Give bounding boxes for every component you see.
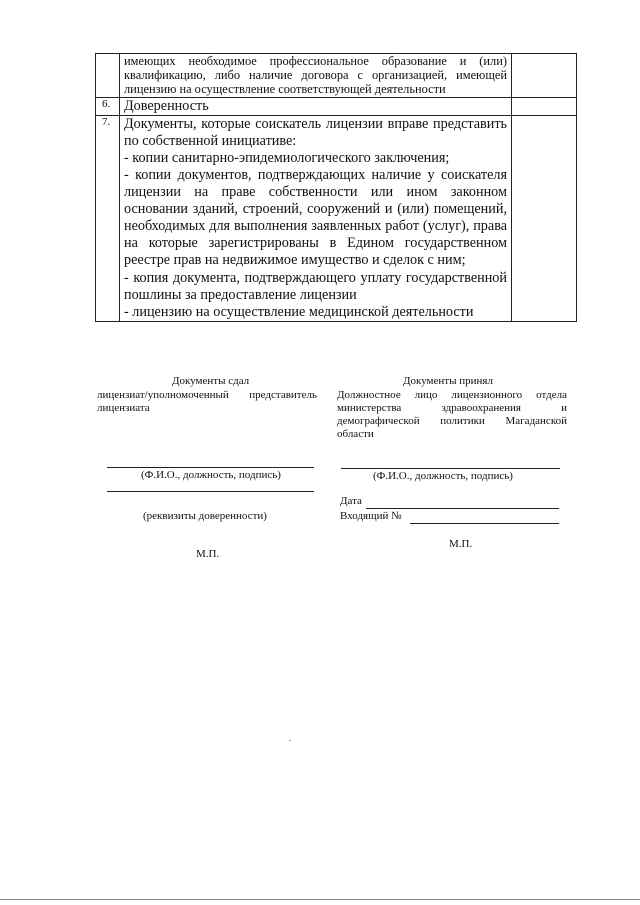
documents-table [95, 53, 577, 322]
row-empty-cell [512, 97, 577, 115]
right-role: Должностное лицо лицензионного отдела министерства здравоохранения и демографической политики Магаданской области [337, 389, 567, 440]
row-text-line: - копии санитарно-эпидемиологического заключения; [124, 149, 450, 166]
row-number: 6. [96, 97, 120, 115]
row-text [120, 115, 512, 321]
right-stamp: М.П. [449, 538, 473, 550]
date-line [366, 508, 559, 509]
incoming-number-label: Входящий № [340, 510, 402, 522]
row-text-line: Документы, которые соискатель лицензии вправе представить по собственной инициативе: [124, 115, 507, 149]
table-row [96, 54, 577, 98]
right-heading: Документы принял [403, 375, 493, 387]
left-role: лицензиат/уполномоченный представитель лицензиата [97, 389, 317, 414]
right-signature-line [341, 468, 560, 469]
row-number: 7. [96, 115, 120, 321]
left-signature-caption: (Ф.И.О., должность, подпись) [141, 469, 281, 481]
row-text-line: - копии документов, подтверждающих наличие у соискателя лицензии на праве собственности или ином законном основании зданий, строений, сооружений и (или) помещений, необходимых для выполнения заявленных работ (услуг), права на которые зарегистрированы в Едином государственном реестре прав на недвижимое имущество и сделок с ним; [124, 166, 507, 269]
page-bottom-rule [0, 899, 640, 900]
row-text [120, 54, 512, 98]
left-signature-line [107, 467, 314, 468]
row-text-line: имеющих необходимое профессиональное образование и (или) квалификацию, либо наличие договора с организацией, имеющей лицензию на осуществление соответствующей деятельности [124, 54, 507, 97]
row-text [120, 97, 512, 115]
row-empty-cell [512, 115, 577, 321]
proxy-details-line [107, 491, 314, 492]
row-number [96, 54, 120, 98]
left-heading: Документы сдал [172, 375, 250, 387]
right-signature-caption: (Ф.И.О., должность, подпись) [373, 470, 513, 482]
row-text-line: - лицензию на осуществление медицинской деятельности [124, 303, 474, 320]
row-text-line: - копия документа, подтверждающего уплату государственной пошлины за предоставление лицензии [124, 269, 507, 303]
scan-speck [289, 740, 291, 741]
row-empty-cell [512, 54, 577, 98]
date-label: Дата [340, 495, 362, 507]
table-row [96, 97, 577, 115]
incoming-number-line [410, 523, 559, 524]
left-stamp: М.П. [196, 548, 220, 560]
table-row [96, 115, 577, 321]
row-text-line: Доверенность [124, 97, 209, 114]
proxy-caption: (реквизиты доверенности) [143, 510, 267, 522]
